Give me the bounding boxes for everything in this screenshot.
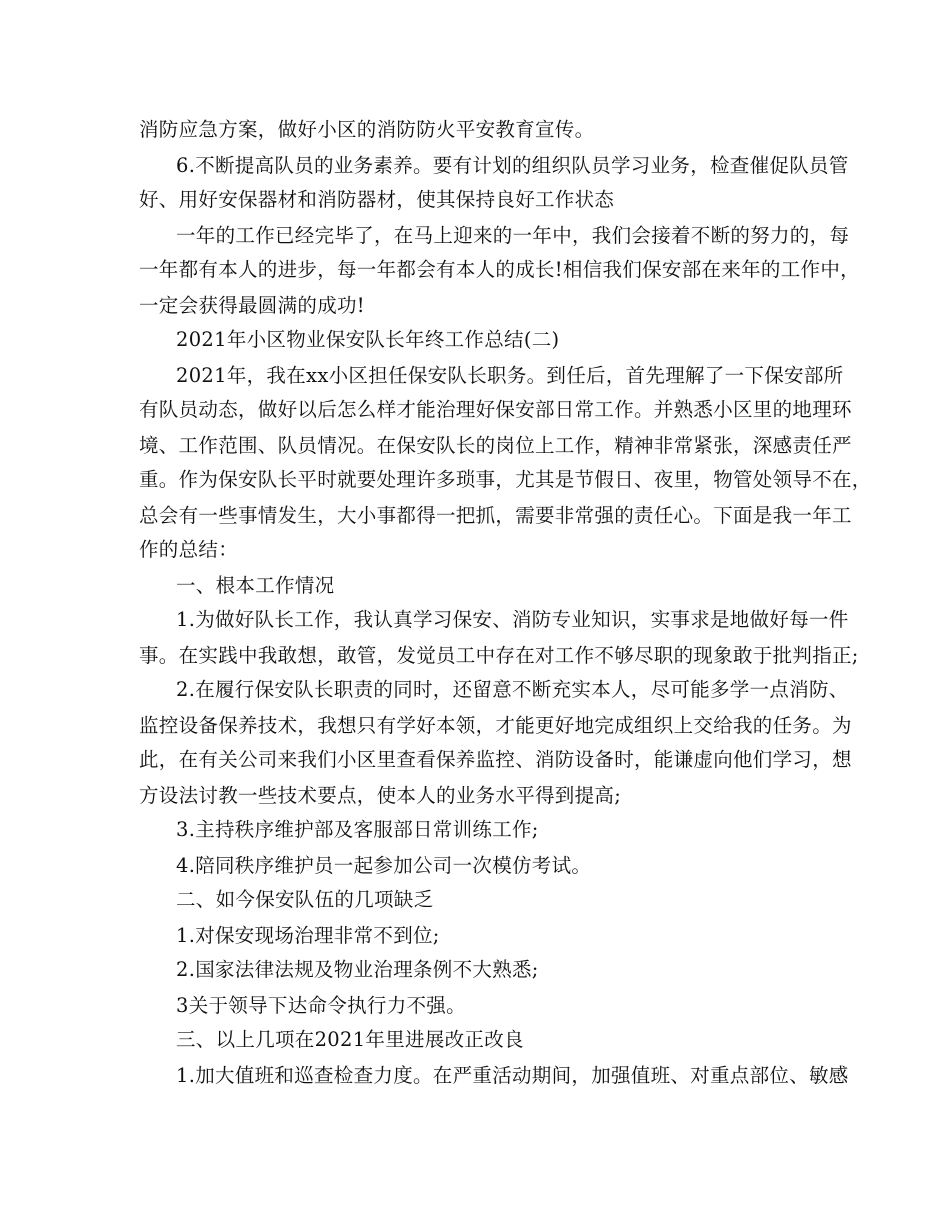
list-item-line: 1.为做好队长工作，我认真学习保安、消防专业知识，实事求是地做好每一件 — [176, 608, 849, 631]
body-line: 重。作为保安队长平时就要处理许多琐事，尤其是节假日、夜里，物管处领导不在， — [139, 468, 872, 491]
list-item-line: 6.不断提高队员的业务素养。要有计划的组织队员学习业务，检查催促队员管 — [176, 154, 849, 177]
section-title: 2021年小区物业保安队长年终工作总结(二) — [176, 328, 560, 351]
body-line: 好、用好安保器材和消防器材，使其保持良好工作状态 — [139, 188, 615, 211]
body-line: 作的总结： — [139, 538, 239, 561]
paragraph-line: 一年的工作已经完毕了，在马上迎来的一年中，我们会接着不断的努力的，每 — [176, 224, 850, 247]
paragraph-line: 2021年，我在xx小区担任保安队长职务。到任后，首先理解了一下保安部所 — [176, 364, 844, 387]
body-line: 境、工作范围、队员情况。在保安队长的岗位上工作，精神非常紧张，深感责任严 — [139, 434, 852, 457]
list-item-line: 4.陪同秩序维护员一起参加公司一次模仿考试。 — [176, 854, 592, 877]
section-heading: 二、如今保安队伍的几项缺乏 — [176, 888, 434, 911]
section-heading: 一、根本工作情况 — [176, 574, 335, 597]
body-line: 总会有一些事情发生，大小事都得一把抓，需要非常强的责任心。下面是我一年工 — [139, 504, 852, 527]
body-line: 事。在实践中我敢想，敢管，发觉员工中存在对工作不够尽职的现象敢于批判指正; — [139, 644, 859, 667]
list-item-line: 3.主持秩序维护部及客服部日常训练工作; — [176, 818, 539, 841]
body-line: 一年都有本人的进步，每一年都会有本人的成长!相信我们保安部在来年的工作中， — [139, 258, 860, 281]
body-line: 监控设备保养技术，我想只有学好本领，才能更好地完成组织上交给我的任务。为 — [139, 714, 852, 737]
list-item-line: 2.在履行保安队长职责的同时，还留意不断充实本人，尽可能多学一点消防、 — [176, 678, 849, 701]
body-line: 有队员动态，做好以后怎么样才能治理好保安部日常工作。并熟悉小区里的地理环 — [139, 398, 852, 421]
section-heading: 三、以上几项在2021年里进展改正改良 — [176, 1028, 524, 1051]
body-line: 一定会获得最圆满的成功! — [139, 294, 365, 317]
body-line: 消防应急方案，做好小区的消防防火平安教育宣传。 — [139, 118, 595, 141]
body-line: 此，在有关公司来我们小区里查看保养监控、消防设备时，能谦虚向他们学习，想 — [139, 748, 852, 771]
list-item-line: 3关于领导下达命令执行力不强。 — [176, 994, 466, 1017]
list-item-line: 2.国家法律法规及物业治理条例不大熟悉; — [176, 958, 539, 981]
body-line: 方设法讨教一些技术要点，使本人的业务水平得到提高; — [139, 784, 622, 807]
list-item-line: 1.对保安现场治理非常不到位; — [176, 924, 440, 947]
list-item-line: 1.加大值班和巡查检查力度。在严重活动期间，加强值班、对重点部位、敏感 — [176, 1064, 849, 1087]
